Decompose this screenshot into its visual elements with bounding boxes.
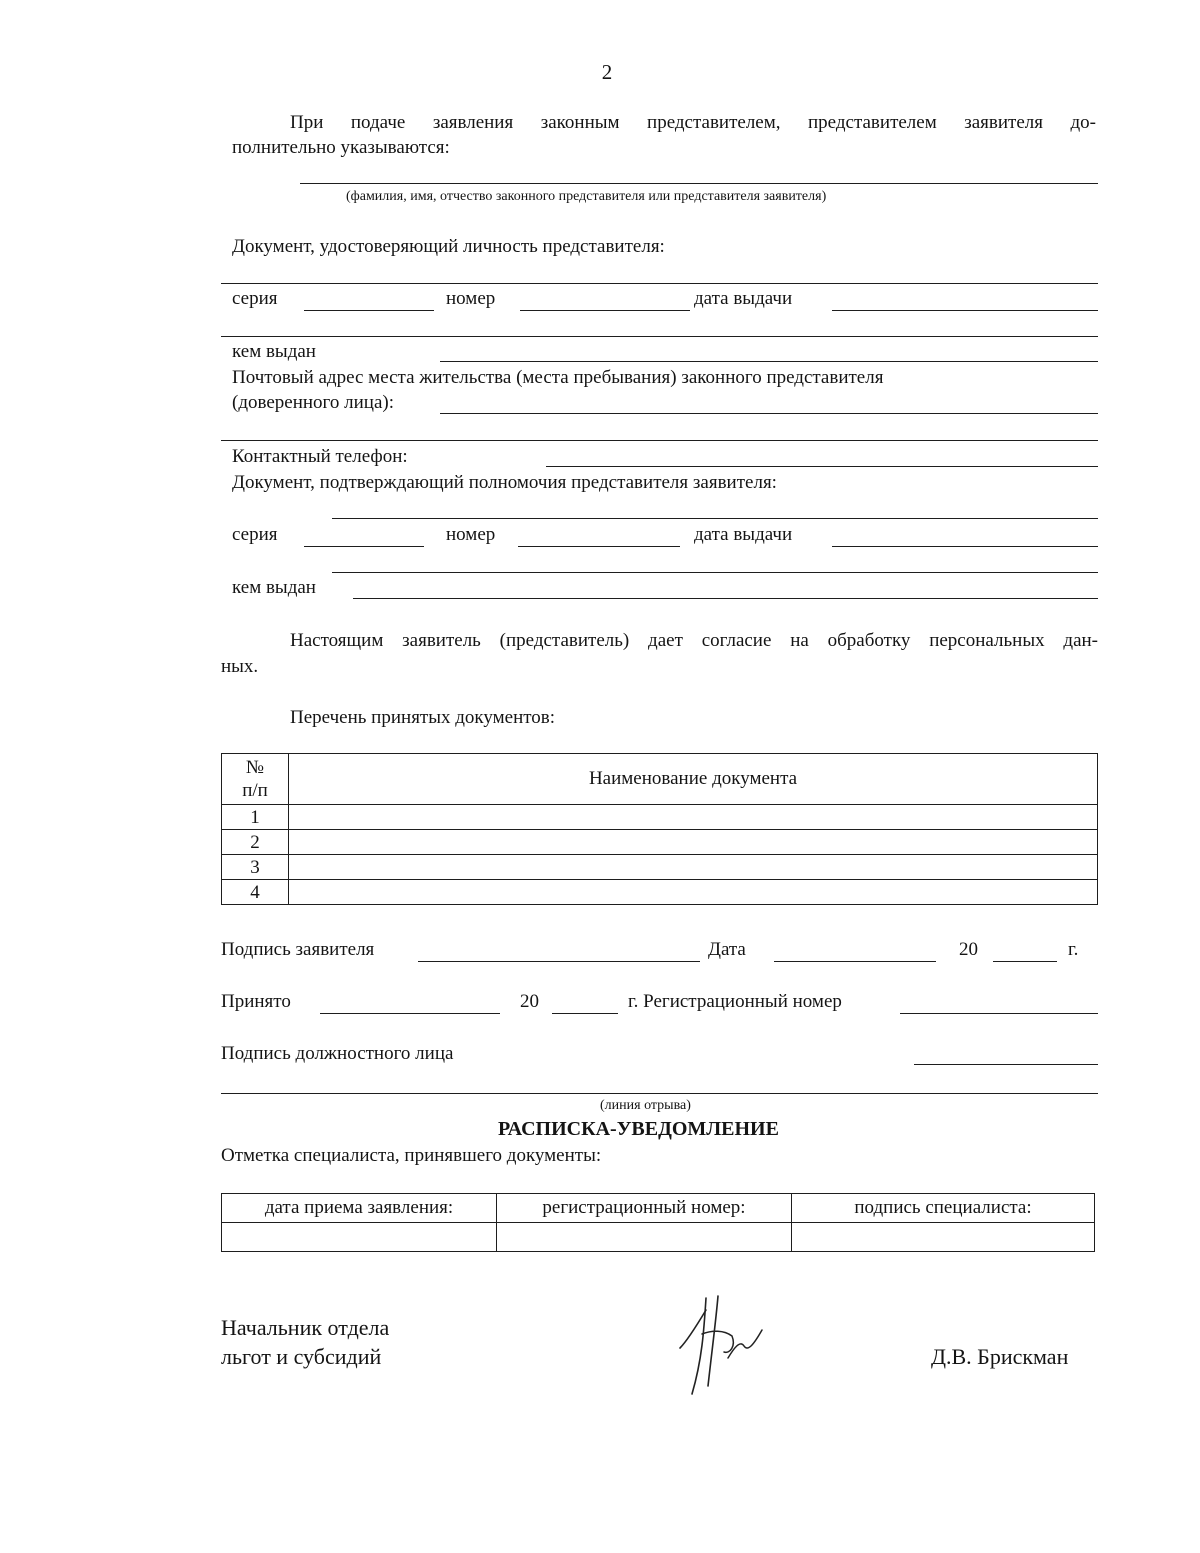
consent-line-2: ных. xyxy=(221,656,259,677)
representative-name-caption: (фамилия, имя, отчество законного представителя или представителя заявителя) xyxy=(346,189,827,204)
phone-field[interactable] xyxy=(546,466,1098,467)
postal-address-line-2: (доверенного лица): xyxy=(232,392,394,413)
receipt-table xyxy=(221,1193,1095,1252)
consent-line-1: Настоящим заявитель (представитель) дает согласие на обработку персональных дан- xyxy=(290,630,1098,651)
authority-number-label: номер xyxy=(446,524,496,545)
year-prefix: 20 xyxy=(959,939,978,960)
receipt-col-signature: подпись специалиста: xyxy=(792,1194,1095,1223)
table-row xyxy=(222,830,1098,855)
signatory-name: Д.В. Брискман xyxy=(931,1344,1069,1369)
official-signature-label: Подпись должностного лица xyxy=(221,1043,454,1064)
representative-name-line[interactable] xyxy=(300,183,1098,184)
col-number-line-1: № xyxy=(245,757,265,778)
row-number: 1 xyxy=(222,805,289,830)
page-number: 2 xyxy=(601,60,613,84)
row-number: 4 xyxy=(222,880,289,905)
receipt-header-row xyxy=(222,1194,1095,1223)
year-suffix: г. xyxy=(1068,939,1079,960)
postal-address-field[interactable] xyxy=(440,413,1098,414)
documents-list-heading: Перечень принятых документов: xyxy=(290,707,556,728)
accepted-label: Принято xyxy=(221,991,291,1012)
handwritten-signature xyxy=(672,1290,772,1400)
postal-address-field-2[interactable] xyxy=(221,440,1098,441)
year-field[interactable] xyxy=(993,961,1057,962)
receipt-date-cell[interactable] xyxy=(222,1223,497,1252)
id-series-field[interactable] xyxy=(304,310,434,311)
receipt-entry-row xyxy=(222,1223,1095,1252)
authority-issue-date-field[interactable] xyxy=(832,546,1098,547)
official-signature-field[interactable] xyxy=(914,1064,1098,1065)
authority-number-field[interactable] xyxy=(518,546,680,547)
id-issued-by-field[interactable] xyxy=(440,361,1098,362)
accepted-year-field[interactable] xyxy=(552,1013,618,1014)
tear-line xyxy=(221,1093,1098,1094)
tear-line-caption: (линия отрыва) xyxy=(600,1098,691,1113)
documents-table xyxy=(221,753,1098,905)
id-issued-by-label: кем выдан xyxy=(232,341,316,362)
col-name-header: Наименование документа xyxy=(289,754,1098,805)
applicant-signature-field[interactable] xyxy=(418,961,700,962)
document-name-cell[interactable] xyxy=(289,830,1098,855)
authority-issued-by-label: кем выдан xyxy=(232,577,316,598)
id-issue-date-label: дата выдачи xyxy=(694,288,793,309)
id-number-label: номер xyxy=(446,288,496,309)
id-issue-date-field[interactable] xyxy=(832,310,1098,311)
id-number-field[interactable] xyxy=(520,310,690,311)
id-series-label: серия xyxy=(232,288,278,309)
document-name-cell[interactable] xyxy=(289,880,1098,905)
id-document-top-line xyxy=(221,283,1098,284)
documents-table-header xyxy=(222,754,1098,805)
authority-issue-date-label: дата выдачи xyxy=(694,524,793,545)
document-name-cell[interactable] xyxy=(289,855,1098,880)
registration-number-label: г. Регистрационный номер xyxy=(628,991,842,1012)
receipt-title: РАСПИСКА-УВЕДОМЛЕНИЕ xyxy=(498,1118,779,1140)
authority-issued-by-field[interactable] xyxy=(353,598,1098,599)
date-field[interactable] xyxy=(774,961,936,962)
id-document-heading: Документ, удостоверяющий личность представителя: xyxy=(232,236,665,257)
date-label: Дата xyxy=(708,939,746,960)
phone-label: Контактный телефон: xyxy=(232,446,408,467)
document-name-cell[interactable] xyxy=(289,805,1098,830)
authority-series-label: серия xyxy=(232,524,278,545)
receipt-col-reg-number: регистрационный номер: xyxy=(497,1194,792,1223)
row-number: 3 xyxy=(222,855,289,880)
applicant-signature-label: Подпись заявителя xyxy=(221,939,375,960)
col-number-header xyxy=(222,754,289,805)
table-row xyxy=(222,880,1098,905)
receipt-col-date: дата приема заявления: xyxy=(222,1194,497,1223)
position-line-1: Начальник отдела xyxy=(221,1315,390,1340)
row-number: 2 xyxy=(222,830,289,855)
id-middle-line xyxy=(221,336,1098,337)
intro-line-2: полнительно указываются: xyxy=(232,137,450,158)
accepted-date-field[interactable] xyxy=(320,1013,500,1014)
registration-number-field[interactable] xyxy=(900,1013,1098,1014)
intro-line-1: При подаче заявления законным представителем, представителем заявителя до- xyxy=(290,112,1096,133)
authority-middle-line xyxy=(332,572,1098,573)
authority-document-top-line xyxy=(332,518,1098,519)
specialist-note: Отметка специалиста, принявшего документы: xyxy=(221,1145,602,1166)
position-line-2: льгот и субсидий xyxy=(221,1344,382,1369)
table-row xyxy=(222,855,1098,880)
receipt-signature-cell[interactable] xyxy=(792,1223,1095,1252)
postal-address-line-1: Почтовый адрес места жительства (места пребывания) законного представителя xyxy=(232,367,884,388)
authority-series-field[interactable] xyxy=(304,546,424,547)
accepted-year-prefix: 20 xyxy=(520,991,539,1012)
authority-document-heading: Документ, подтверждающий полномочия представителя заявителя: xyxy=(232,472,777,493)
col-number-line-2: п/п xyxy=(242,780,268,801)
receipt-reg-number-cell[interactable] xyxy=(497,1223,792,1252)
table-row xyxy=(222,805,1098,830)
